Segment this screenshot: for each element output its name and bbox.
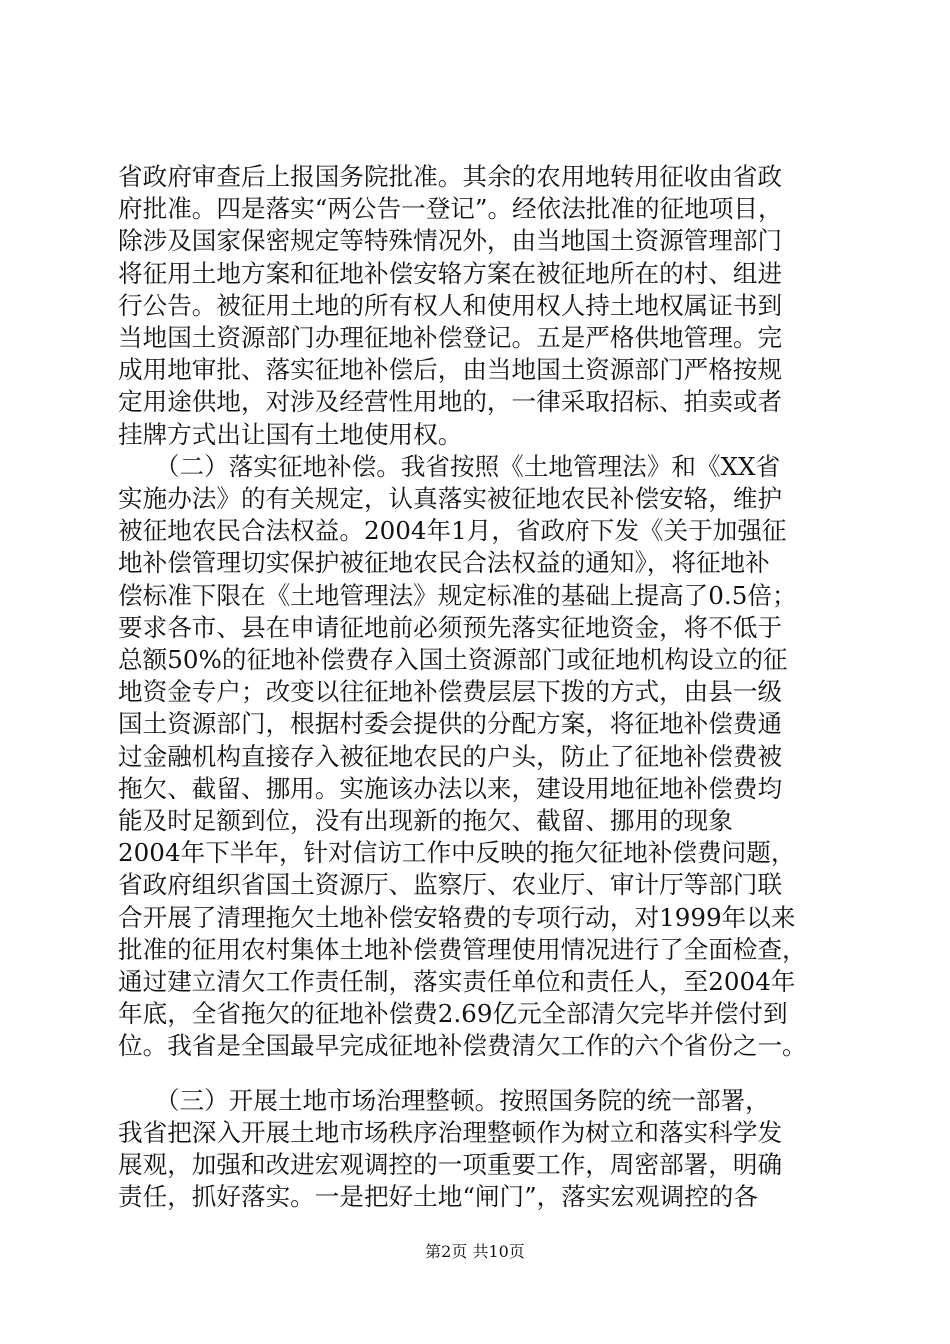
text-line: 挂牌方式出让国有土地使用权。 bbox=[118, 420, 463, 449]
text-line: 地资金专户；改变以往征地补偿费层层下拨的方式，由县一级 bbox=[118, 677, 783, 706]
text-line: 地补偿管理切实保护被征地农民合法权益的通知》，将征地补 bbox=[118, 548, 770, 577]
text-line: 展观，加强和改进宏观调控的一项重要工作，周密部署，明确 bbox=[118, 1150, 783, 1179]
text-line: 年底，全省拖欠的征地补偿费2.69亿元全部清欠完毕并偿付到 bbox=[118, 999, 788, 1028]
text-line: 位。我省是全国最早完成征地补偿费清欠工作的六个省份之一。 bbox=[118, 1031, 807, 1060]
text-line: 过金融机构直接存入被征地农民的户头，防止了征地补偿费被 bbox=[118, 742, 783, 771]
text-line: 合开展了清理拖欠土地补偿安辂费的专项行动，对1999年以来 bbox=[118, 903, 796, 932]
text-line: 将征用土地方案和征地补偿安辂方案在被征地所在的村、组进 bbox=[118, 259, 783, 288]
paragraph-start-line: （三）开展土地市场治理整顿。按照国务院的统一部署， bbox=[118, 1086, 770, 1115]
text-line: 被征地农民合法权益。2004年1月，省政府下发《关于加强征 bbox=[118, 516, 787, 545]
text-line: 要求各市、县在申请征地前必须预先落实征地资金，将不低于 bbox=[118, 613, 783, 642]
text-line: 行公告。被征用土地的所有权人和使用权人持土地权属证书到 bbox=[118, 291, 783, 320]
text-line: 府批准。四是落实“两公告一登记”。经依法批准的征地项目， bbox=[118, 194, 783, 223]
text-line: 拖欠、截留、挪用。实施该办法以来，建设用地征地补偿费均 bbox=[118, 774, 783, 803]
text-line: 实施办法》的有关规定，认真落实被征地农民补偿安辂，维护 bbox=[118, 484, 783, 513]
text-line: 国土资源部门，根据村委会提供的分配方案，将征地补偿费通 bbox=[118, 709, 783, 738]
page-footer: 第2页 共10页 bbox=[425, 1242, 525, 1261]
text-line: 省政府审查后上报国务院批准。其余的农用地转用征收由省政 bbox=[118, 162, 783, 191]
text-line: 总额50%的征地补偿费存入国土资源部门或征地机构设立的征 bbox=[118, 645, 788, 674]
text-line: 责任，抓好落实。一是把好土地“闸门”，落实宏观调控的各 bbox=[118, 1182, 758, 1211]
text-line: 2004年下半年，针对信访工作中反映的拖欠征地补偿费问题， bbox=[118, 838, 796, 867]
text-line: 偿标准下限在《土地管理法》规定标准的基础上提高了0.5倍； bbox=[118, 581, 797, 610]
text-line: 通过建立清欠工作责任制，落实责任单位和责任人，至2004年 bbox=[118, 967, 796, 996]
text-line: 省政府组织省国土资源厅、监察厅、农业厅、审计厅等部门联 bbox=[118, 870, 783, 899]
text-line: 能及时足额到位，没有出现新的拖欠、截留、挪用的现象 bbox=[118, 806, 733, 835]
text-line: 我省把深入开展土地市场秩序治理整顿作为树立和落实科学发 bbox=[118, 1118, 783, 1147]
text-line: 成用地审批、落实征地补偿后，由当地国土资源部门严格按规 bbox=[118, 355, 783, 384]
text-line: 当地国土资源部门办理征地补偿登记。五是严格供地管理。完 bbox=[118, 323, 783, 352]
paragraph-start-line: （二）落实征地补偿。我省按照《土地管理法》和《XX省 bbox=[118, 452, 781, 481]
text-line: 批准的征用农村集体土地补偿费管理使用情况进行了全面检查， bbox=[118, 935, 807, 964]
text-line: 定用途供地，对涉及经营性用地的，一律采取招标、拍卖或者 bbox=[118, 387, 783, 416]
text-line: 除涉及国家保密规定等特殊情况外，由当地国土资源管理部门 bbox=[118, 226, 783, 255]
